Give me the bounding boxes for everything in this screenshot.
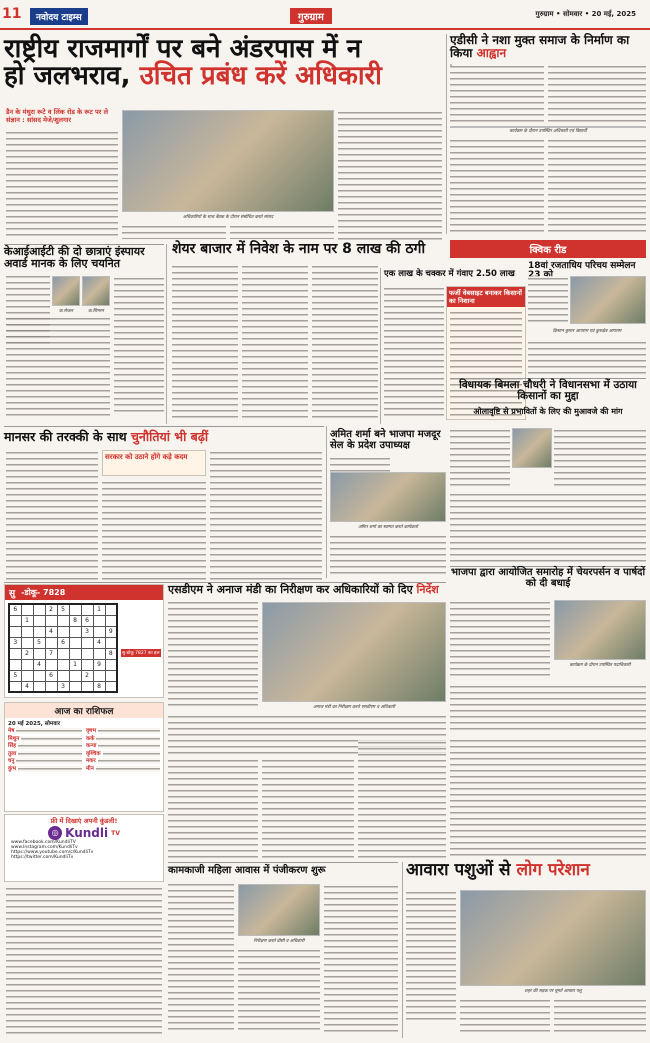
kundli-logo-icon: ◎	[48, 826, 62, 840]
bhajpa-caption: कार्यक्रम के दौरान उपस्थित पदाधिकारी	[569, 663, 631, 668]
rashifal-sign	[8, 758, 82, 765]
sdm-headline: एसडीएम ने अनाज मंडी का निरीक्षण कर अधिकारियों को दिए निर्देश	[168, 583, 439, 596]
mansar-body3	[210, 450, 322, 580]
rashifal-sign-name: मिथुन	[8, 735, 20, 742]
keiit-headline: केआईआईटी की दो छात्राएं इंस्पायर अवार्ड मानक के लिए चयनित	[4, 245, 145, 270]
bhajpa-photo	[554, 600, 646, 660]
sdm-photo	[262, 602, 446, 702]
awara-headline: आवारा पशुओं से लोग परेशान	[406, 860, 590, 880]
rashifal-sign-name: तुला	[8, 750, 17, 757]
keiit-photo2	[82, 276, 110, 306]
kamkaji-body1	[168, 882, 234, 1032]
kundli-tagline: फ्री में दिखाएं अपनी कुंडली!	[50, 817, 118, 825]
rashifal-sign	[86, 728, 160, 735]
amit-body2	[330, 534, 446, 578]
right-top-headline: एडीसी ने नशा मुक्त समाज के निर्माण का किया आह्वान	[450, 33, 630, 60]
main-body-col3	[230, 224, 334, 239]
sudoku-grid: 6 2 5 1 1 8 6 4 3 9 3 5 6 4 2 7 8 4 1 9 5 6 2 4 3 8	[8, 603, 118, 693]
rashifal-sign-name: वृषभ	[86, 728, 97, 734]
page-number: 11	[2, 6, 22, 22]
rashifal-title: आज का राशिफल	[5, 703, 163, 718]
rashifal-sign	[86, 766, 160, 773]
right-top-caption: कार्यक्रम के दौरान उपस्थित अधिकारी एवं विद्यार्थी	[509, 129, 587, 134]
right-top-body	[450, 64, 544, 124]
kwik-headline: 18वां रजताधिय परिचय सम्मेलन	[528, 261, 636, 271]
vidhayak-body1	[450, 428, 510, 488]
masthead	[0, 0, 650, 30]
paper-logo: नवोदय टाइम्स	[30, 8, 88, 25]
sudoku-box	[4, 584, 164, 698]
vidhayak-body2	[554, 428, 646, 488]
amit-caption: अमित शर्मा का स्वागत करते कार्यकर्ता	[358, 525, 418, 530]
sdm-caption: अनाज मंडी का निरीक्षण करते एसडीएम व अधिकारी	[312, 705, 396, 710]
sudoku-solution-label: सु-डोकू 7827 का हल	[122, 651, 160, 656]
rashifal-sign-name: कुंभ	[8, 765, 17, 772]
middle-body-c	[358, 740, 446, 858]
kamkaji-body2	[238, 948, 320, 1032]
middle-body-a	[168, 758, 258, 858]
main-body-col2	[122, 224, 226, 239]
keiit-photo1	[52, 276, 80, 306]
kwik-label: क्विक रीड	[450, 240, 646, 258]
kundli-site4: https://twitter.com/KundliTv	[11, 855, 74, 860]
fake-box-headline: फर्जी वेबसाइट बनाकर किसानों का निशाना	[447, 287, 525, 307]
kundli-site2: www.Instagram.com/KundliTv	[11, 845, 78, 850]
vidhayak-sub: ओलावृष्टि से प्रभावितों के लिए की मुआवजे की मांग	[473, 407, 623, 416]
main-body-col4	[338, 110, 442, 240]
keiit-body2	[6, 316, 110, 416]
ek-lakh-body	[384, 286, 444, 420]
rashifal-box	[4, 702, 164, 812]
rashifal-sign	[8, 766, 82, 773]
share-body3	[312, 264, 378, 420]
mansar-box	[102, 450, 206, 476]
rashifal-sign-name: मेष	[8, 728, 15, 734]
kwik-caption: किसान कुमार आयराम एवं कुरुक्षेत्र आयराम	[552, 329, 622, 334]
edition-label: गुरुग्राम	[290, 8, 332, 24]
rashifal-grid	[5, 728, 163, 773]
rashifal-sign	[86, 743, 160, 750]
main-headline-line2b: उचित प्रबंध करें अधिकारी	[139, 61, 382, 92]
main-headline	[4, 36, 444, 91]
vidhayak-photo	[512, 428, 552, 468]
right-top-body4	[548, 138, 646, 234]
right-top-body2	[548, 64, 646, 124]
main-body-col1	[6, 130, 118, 240]
mansar-headline: मानसर की तरक्की के साथ चुनौतियां भी बढ़ीं	[4, 429, 209, 444]
rashifal-sign	[86, 736, 160, 743]
rashifal-sign-name: वृश्चिक	[86, 750, 101, 757]
kwik-body	[528, 276, 568, 326]
right-long-body	[450, 738, 646, 858]
rashifal-sign-name: सिंह	[8, 743, 17, 750]
bhajpa-body2	[450, 684, 646, 734]
main-headline-line1: राष्ट्रीय राजमार्गों पर बने अंडरपास में न	[4, 34, 362, 64]
vidhayak-headline: विधायक बिमला चौधरी ने विधानसभा में उठाया किसानों का मुद्दा	[459, 379, 637, 403]
kundli-brand-sub: TV	[111, 829, 120, 837]
sdm-body1	[168, 600, 258, 710]
mansar-box-title: सरकार को उठाने होंगे कड़े कदम	[105, 453, 188, 461]
sudoku-label: -डोकू- 7828	[21, 588, 66, 597]
main-caption: अधिकारियों के साथ बैठक के दौरान संबोधित करते सांसद	[182, 215, 274, 220]
rashifal-sign	[86, 751, 160, 758]
bhajpa-body1	[450, 600, 550, 680]
rashifal-sign-name: कन्या	[86, 743, 97, 750]
keiit-cap2: क.सिमरन	[88, 309, 104, 314]
kwik-body2	[528, 340, 646, 376]
sudoku-title: सु	[9, 589, 16, 599]
vidhayak-body3	[450, 492, 646, 562]
right-top-body3	[450, 138, 544, 234]
rashifal-sign	[8, 751, 82, 758]
kamkaji-photo	[238, 884, 320, 936]
awara-caption: शहर की सड़क पर घूमते आवारा पशु	[524, 989, 582, 994]
main-headline-line2a: हो जलभराव,	[4, 61, 131, 92]
awara-body2	[460, 998, 550, 1034]
rashifal-sign-name: धनु	[8, 758, 15, 765]
main-photo	[122, 110, 334, 212]
amit-photo	[330, 472, 446, 522]
mansar-body2	[102, 480, 206, 580]
rashifal-sign-name: मकर	[86, 758, 96, 765]
keiit-cap1: क.सेजल	[59, 309, 73, 314]
amit-headline: अमित शर्मा बने भाजपा मजदूर सेल के प्रदेश उपाध्यक्ष	[330, 429, 441, 451]
dateline: गुरुग्राम • सोमवार • 20 मई, 2025	[535, 10, 636, 18]
rashifal-sign	[8, 736, 82, 743]
bhajpa-headline: भाजपा द्वारा आयोजित समारोह में चेयरपर्सन व पार्षदों को दी बधाई	[450, 567, 646, 589]
rashifal-sign	[86, 758, 160, 765]
share-body1	[172, 264, 238, 420]
share-body2	[242, 264, 308, 420]
rashifal-sign	[8, 743, 82, 750]
middle-body-b	[262, 758, 354, 858]
kundli-site3: https://www.youtube.com/c/KundliTv	[11, 850, 94, 855]
kamkaji-headline: कामकाजी महिला आवास में पंजीकरण शुरू	[168, 865, 326, 876]
awara-body1	[406, 890, 456, 1020]
kwik-photo	[570, 276, 646, 324]
main-bullet: डैन के मंथुरा रूटे व लिंक रोड के रूट पर ले संज्ञान : सांसद मेजे/शुलगार	[6, 108, 109, 124]
awara-photo	[460, 890, 646, 986]
rashifal-sign-name: कर्क	[86, 735, 95, 742]
kundli-brand: Kundli	[65, 826, 109, 840]
right-top-photo	[450, 64, 452, 66]
kamkaji-caption: निरीक्षण करते डीसी व अधिकारी	[253, 939, 305, 944]
share-headline: शेयर बाजार में निवेश के नाम पर 8 लाख की ठगी	[172, 241, 426, 257]
keiit-body3	[114, 276, 164, 416]
kamkaji-body3	[324, 884, 398, 1032]
ek-lakh-headline: एक लाख के चक्कर में गंवाए 2.50 लाख	[384, 269, 515, 279]
rashifal-sign	[8, 728, 82, 735]
mansar-body1	[6, 450, 98, 580]
awara-body3	[554, 998, 646, 1034]
rashifal-sign-name: मीन	[86, 765, 94, 772]
rashifal-date: 20 मई 2025, सोमवार	[8, 721, 60, 727]
kundli-listing	[6, 886, 162, 1036]
kundli-site1: www.facebook.com/KundliTV	[11, 840, 76, 845]
kundli-ad	[4, 814, 164, 882]
